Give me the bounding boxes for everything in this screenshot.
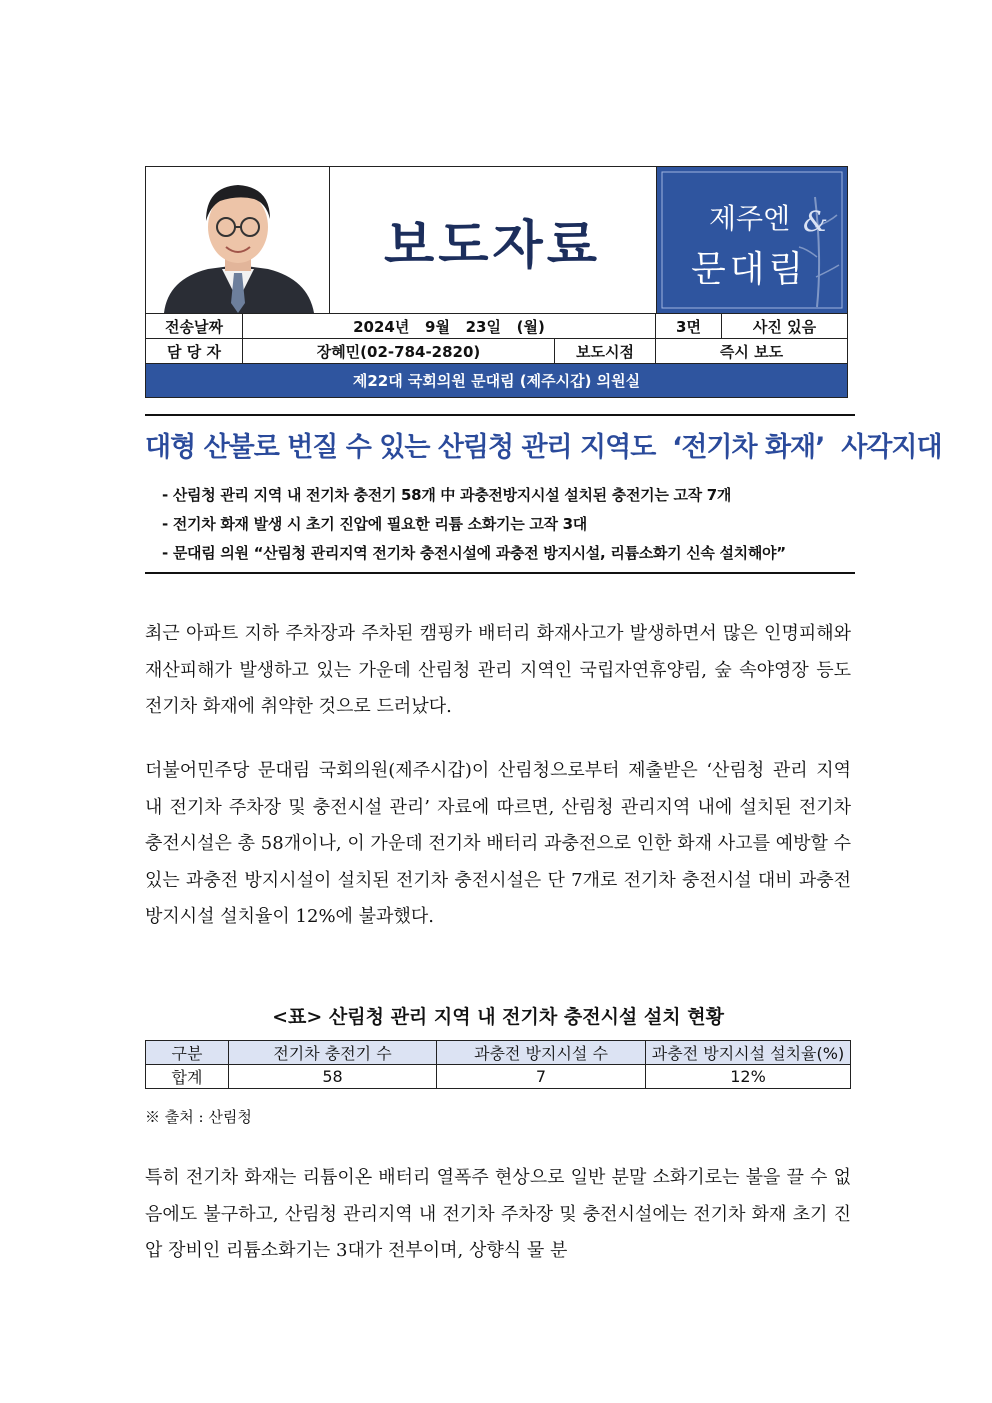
table-cell: 합계 bbox=[146, 1065, 229, 1089]
send-date-row bbox=[146, 313, 847, 339]
office-name: 제22대 국회의원 문대림 (제주시갑) 의원실 bbox=[352, 372, 641, 390]
office-bar bbox=[146, 363, 847, 397]
logo-amp: & bbox=[803, 205, 828, 238]
subpoint-3: - 문대림 의원 “산림청 관리지역 전기차 충전시설에 과충전 방지시설, 리튬소화기 신속 설치해야” bbox=[162, 544, 786, 562]
table-header-cell: 전기차 충전기 수 bbox=[229, 1041, 437, 1065]
logo-line2: 문대림 bbox=[691, 249, 808, 290]
press-release-title-cell bbox=[329, 167, 657, 313]
headline-top-rule bbox=[145, 414, 855, 416]
table-row bbox=[146, 1065, 851, 1089]
table-header-row bbox=[146, 1041, 851, 1065]
press-header bbox=[145, 166, 848, 398]
source-note: ※ 출처 : 산림청 bbox=[145, 1108, 252, 1126]
table-cell: 12% bbox=[646, 1065, 851, 1089]
page-count: 3면 bbox=[656, 314, 722, 339]
contact-label: 담 당 자 bbox=[146, 339, 243, 364]
table-header-cell: 과충전 방지시설 설치율(%) bbox=[646, 1041, 851, 1065]
headline-bottom-rule bbox=[145, 572, 855, 574]
paragraph-2: 더불어민주당 문대림 국회의원(제주시갑)이 산림청으로부터 제출받은 ‘산림청 관리 지역 내 전기차 주차장 및 충전시설 관리’ 자료에 따르면, 산림청 관리지역 내에 설치된 전기차 충전시설은 총 58개이나, 이 가운데 전기차 배터리 과충전으로 인한 화재 사고를 예방할 수 있는 과충전 방지시설이 설치된 전기차 충전시설은 단 7개로 전기차 충전시설 대비 과충전 방지시설 설치율이 12%에 불과했다. bbox=[145, 760, 851, 927]
table-caption: <표> 산림청 관리 지역 내 전기차 충전시설 설치 현황 bbox=[272, 1006, 724, 1028]
paragraph-1: 최근 아파트 지하 주차장과 주차된 캠핑카 배터리 화재사고가 발생하면서 많은 인명피해와 재산피해가 발생하고 있는 가운데 산림청 관리 지역인 국립자연휴양림, 숲 속야영장 등도 전기차 화재에 취약한 것으로 드러났다. bbox=[145, 623, 851, 717]
headline: 대형 산불로 번질 수 있는 산림청 관리 지역도 ‘전기차 화재’ 사각지대 bbox=[145, 432, 942, 463]
press-release-title: 보도자료 bbox=[384, 215, 601, 276]
contact-value: 장혜민(02-784-2820) bbox=[243, 339, 555, 364]
subpoint-2: - 전기차 화재 발생 시 초기 진압에 필요한 리튬 소화기는 고작 3대 bbox=[162, 515, 587, 533]
subpoint-1: - 산림청 관리 지역 내 전기차 충전기 58개 中 과충전방지시설 설치된 충전기는 고작 7개 bbox=[162, 486, 732, 504]
lawmaker-photo bbox=[146, 167, 330, 313]
release-value: 즉시 보도 bbox=[719, 343, 784, 361]
logo-line1: 제주엔 bbox=[709, 202, 791, 235]
table-header-cell: 과충전 방지시설 수 bbox=[437, 1041, 646, 1065]
send-date-value: 2024년 9월 23일 (월) bbox=[243, 314, 656, 339]
jeju-logo bbox=[657, 167, 847, 313]
photo-note: 사진 있음 bbox=[752, 318, 817, 336]
table-cell: 58 bbox=[229, 1065, 437, 1089]
send-date-label: 전송날짜 bbox=[146, 314, 243, 339]
release-label: 보도시점 bbox=[555, 339, 656, 364]
table-cell: 7 bbox=[437, 1065, 646, 1089]
table-header-cell: 구분 bbox=[146, 1041, 229, 1065]
paragraph-3: 특히 전기차 화재는 리튬이온 배터리 열폭주 현상으로 일반 분말 소화기로는 불을 끌 수 없음에도 불구하고, 산림청 관리지역 내 전기차 주차장 및 충전시설에는 전기차 화재 초기 진압 장비인 리튬소화기는 3대가 전부이며, 상향식 물 분 bbox=[145, 1167, 851, 1261]
charging-facility-table bbox=[145, 1040, 851, 1089]
contact-row bbox=[146, 338, 847, 364]
